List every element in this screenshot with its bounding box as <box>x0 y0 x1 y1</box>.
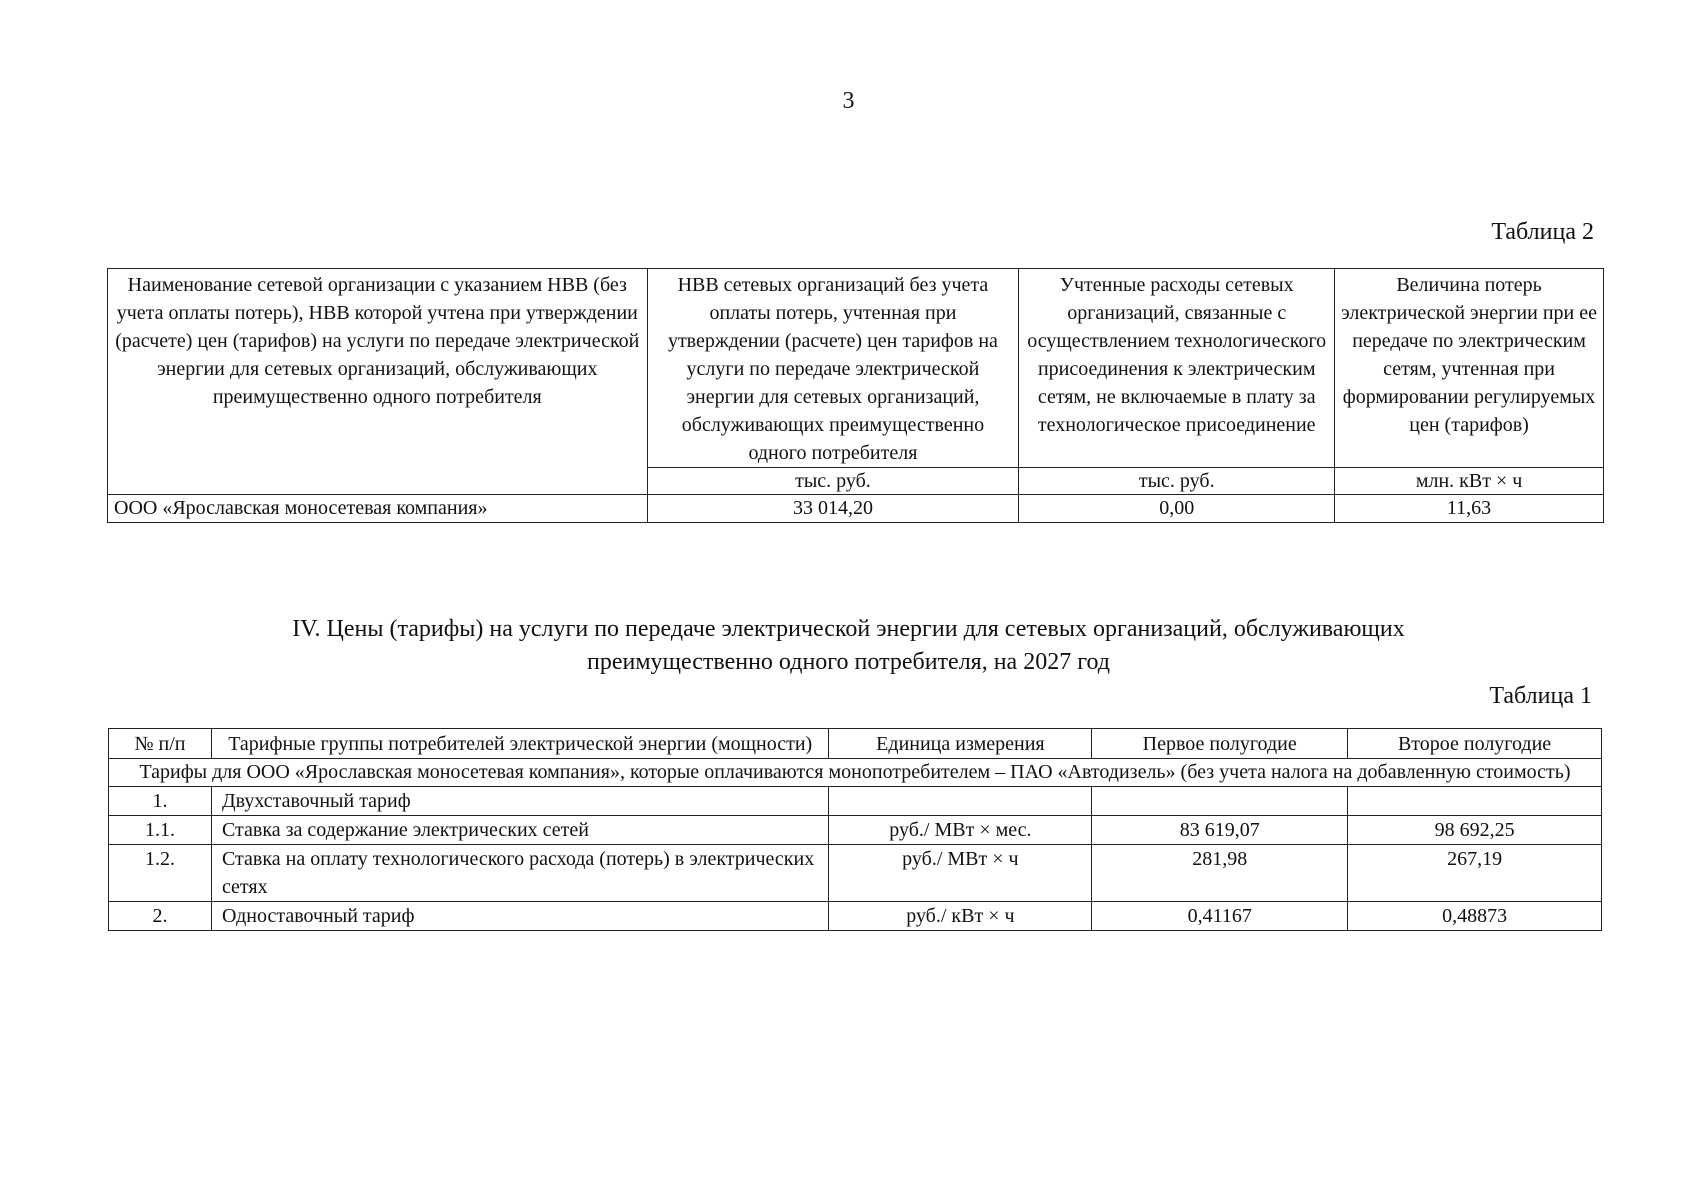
table-row <box>109 845 1602 902</box>
header-organization-name: Наименование сетевой организации с указанием НВВ (без учета оплаты потерь), НВВ которой учтена при утверждении (расчете) цен (тарифов) на услуги по передаче электрической энергии для сетевых организаций, обслуживающих преимущественно одного потребителя <box>108 269 648 495</box>
row-number: 2. <box>109 902 212 931</box>
tariff-scope-row <box>109 759 1602 787</box>
table-row <box>109 816 1602 845</box>
first-half-value: 281,98 <box>1092 845 1348 902</box>
tariff-unit: руб./ МВт × ч <box>829 845 1092 902</box>
first-half-value: 83 619,07 <box>1092 816 1348 845</box>
organization-name: ООО «Ярославская моносетевая компания» <box>108 495 648 523</box>
nvv-value: 33 014,20 <box>647 495 1019 523</box>
first-half-value <box>1092 787 1348 816</box>
unit-nvv: тыс. руб. <box>647 468 1019 495</box>
second-half-value: 267,19 <box>1348 845 1602 902</box>
tariff-unit: руб./ МВт × мес. <box>829 816 1092 845</box>
page-number: 3 <box>842 88 855 114</box>
table-2-caption: Таблица 2 <box>1491 219 1594 245</box>
losses-value: 11,63 <box>1335 495 1604 523</box>
table-row <box>108 495 1604 523</box>
section-title-line-1: IV. Цены (тарифы) на услуги по передаче электрической энергии для сетевых организаций, обслуживающих <box>292 616 1405 642</box>
first-half-value: 0,41167 <box>1092 902 1348 931</box>
unit-losses: млн. кВт × ч <box>1335 468 1604 495</box>
second-half-value: 98 692,25 <box>1348 816 1602 845</box>
table-header-row <box>109 729 1602 759</box>
row-number: 1. <box>109 787 212 816</box>
header-first-half: Первое полугодие <box>1092 729 1348 759</box>
tariff-unit <box>829 787 1092 816</box>
section-title-line-2: преимущественно одного потребителя, на 2027 год <box>587 649 1110 675</box>
second-half-value <box>1348 787 1602 816</box>
table-1-caption: Таблица 1 <box>1489 683 1592 709</box>
header-unit: Единица измерения <box>829 729 1092 759</box>
tariff-name: Ставка на оплату технологического расхода (потерь) в электрических сетях <box>211 845 829 902</box>
tariff-name: Двухставочный тариф <box>211 787 829 816</box>
header-second-half: Второе полугодие <box>1348 729 1602 759</box>
expenses-value: 0,00 <box>1019 495 1335 523</box>
header-row-number: № п/п <box>109 729 212 759</box>
header-connection-expenses: Учтенные расходы сетевых организаций, связанные с осуществлением технологического присоединения к электрическим сетям, не включаемые в плату за технологическое присоединение <box>1019 269 1335 468</box>
tariff-unit: руб./ кВт × ч <box>829 902 1092 931</box>
section-title <box>0 613 1697 679</box>
second-half-value: 0,48873 <box>1348 902 1602 931</box>
tariff-name: Ставка за содержание электрических сетей <box>211 816 829 845</box>
row-number: 1.1. <box>109 816 212 845</box>
unit-expenses: тыс. руб. <box>1019 468 1335 495</box>
row-number: 1.2. <box>109 845 212 902</box>
tariff-table <box>108 728 1602 931</box>
tariff-name: Одноставочный тариф <box>211 902 829 931</box>
table-header-row <box>108 269 1604 468</box>
header-nvv: НВВ сетевых организаций без учета оплаты потерь, учтенная при утверждении (расчете) цен тарифов на услуги по передаче электрической энергии для сетевых организаций, обслуживающих преимущественно одного потребителя <box>647 269 1019 468</box>
tariff-scope-text: Тарифы для ООО «Ярославская моносетевая компания», которые оплачиваются монопотребителем – ПАО «Автодизель» (без учета налога на добавленную стоимость) <box>109 759 1602 787</box>
table-row <box>109 902 1602 931</box>
header-energy-losses: Величина потерь электрической энергии при ее передаче по электрическим сетям, учтенная при формировании регулируемых цен (тарифов) <box>1335 269 1604 468</box>
network-organization-table <box>107 268 1604 523</box>
header-tariff-group: Тарифные группы потребителей электрической энергии (мощности) <box>211 729 829 759</box>
table-row <box>109 787 1602 816</box>
